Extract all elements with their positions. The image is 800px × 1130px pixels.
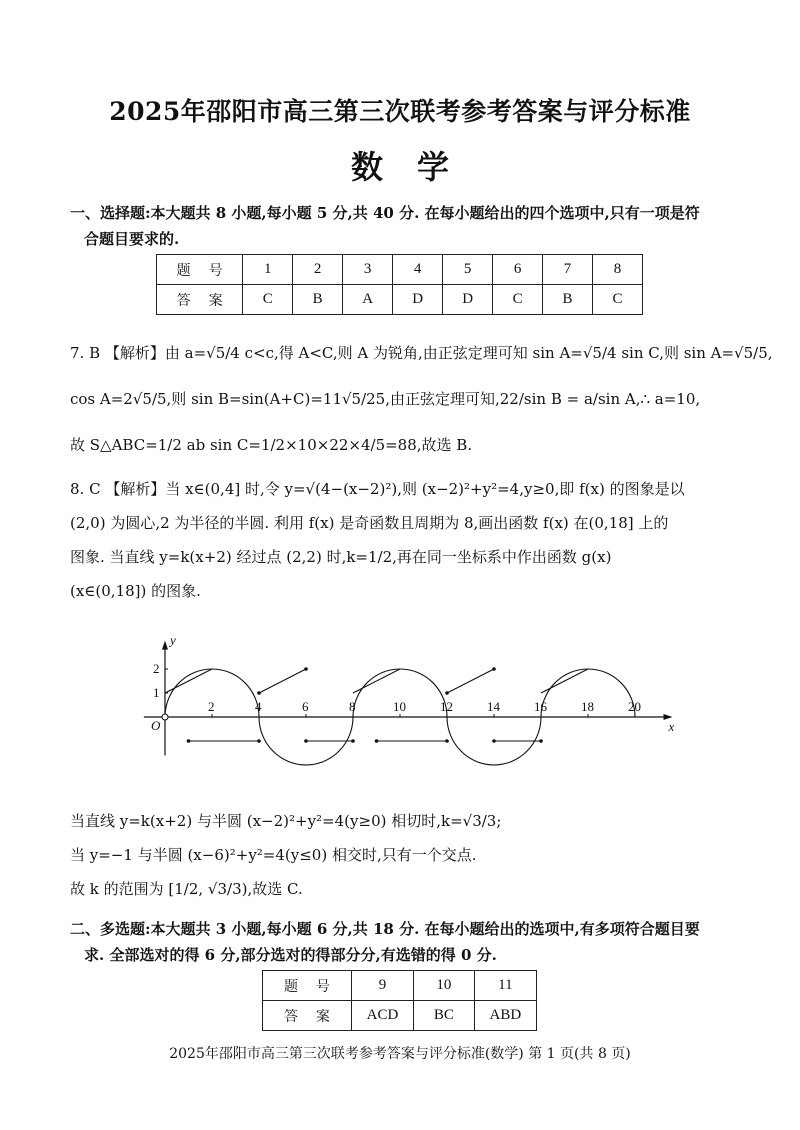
- section2-line2: 求. 全部选对的得 6 分,部分选对的得部分分,有选错的得 0 分.: [84, 946, 497, 964]
- table-cell: 9: [351, 971, 413, 1001]
- table-cell: D: [443, 285, 493, 315]
- table-cell: C: [493, 285, 543, 315]
- q8-line: 8. C 【解析】当 x∈(0,4] 时,令 y=√(4−(x−2)²),则 (x−2)²+y²=4,y≥0,即 f(x) 的图象是以: [70, 480, 685, 498]
- section1-line1: 一、选择题:本大题共 8 小题,每小题 5 分,共 40 分. 在每小题给出的四个选项中,只有一项是符: [70, 204, 700, 222]
- x-tick-label: 12: [440, 699, 453, 714]
- q8-line: 图象. 当直线 y=k(x+2) 经过点 (2,2) 时,k=1/2,再在同一坐标系中作出函数 g(x): [70, 548, 612, 566]
- table-cell: C: [243, 285, 293, 315]
- q8-conclusion: [70, 804, 730, 906]
- x-tick-label: 8: [349, 699, 356, 714]
- table-cell: 10: [414, 971, 475, 1001]
- y-axis-label: y: [170, 632, 176, 648]
- q7-solution: [70, 330, 773, 468]
- table-cell: BC: [414, 1001, 475, 1031]
- g-level-segment-endpoint: [304, 739, 308, 743]
- table-cell: ACD: [351, 1001, 413, 1031]
- table-header-answer: 答案: [263, 1001, 352, 1031]
- x-tick-label: 6: [302, 699, 309, 714]
- subject-title: 数学: [350, 148, 483, 186]
- x-tick-label: 2: [208, 699, 215, 714]
- g-rising-segment-endpoint: [257, 691, 261, 695]
- table-cell: ABD: [474, 1001, 536, 1031]
- table-row-numbers: [263, 971, 537, 1001]
- table-row-answers: [157, 285, 643, 315]
- table-cell: A: [343, 285, 393, 315]
- g-level-segment-endpoint: [445, 739, 449, 743]
- y-tick-label: 1: [153, 685, 160, 700]
- table-row-numbers: [157, 255, 643, 285]
- g-rising-segment-endpoint: [492, 667, 496, 671]
- y-tick-label: 2: [153, 661, 160, 676]
- table-cell: D: [393, 285, 443, 315]
- origin-label: O: [151, 718, 161, 733]
- choice-answer-table: [156, 254, 643, 315]
- graph-axes: [144, 633, 675, 756]
- table-cell: 8: [592, 255, 642, 285]
- g-level-segment-endpoint: [375, 739, 379, 743]
- table-cell: 1: [243, 255, 293, 285]
- x-axis-label: x: [668, 719, 675, 734]
- table-cell: 7: [543, 255, 593, 285]
- table-cell: 5: [443, 255, 493, 285]
- q8-solution: [70, 472, 730, 608]
- table-cell: 6: [493, 255, 543, 285]
- x-tick-label: 14: [487, 699, 500, 714]
- g-rising-segment: [259, 669, 306, 693]
- function-graph: [120, 612, 680, 802]
- x-tick-label: 20: [628, 699, 641, 714]
- g-level-segment-endpoint: [492, 739, 496, 743]
- page-title: 2025年邵阳市高三第三次联考参考答案与评分标准: [109, 97, 691, 126]
- table-header-number: 题号: [263, 971, 352, 1001]
- section2-heading: [70, 916, 730, 968]
- origin-open-point: [162, 714, 168, 720]
- g-rising-segment-endpoint: [445, 691, 449, 695]
- section2-line1: 二、多选题:本大题共 3 小题,每小题 6 分,共 18 分. 在每小题给出的选项中,有多项符合题目要: [70, 920, 700, 938]
- q7-line: cos A=2√5/5,则 sin B=sin(A+C)=11√5/25,由正弦定理可知,22/sin B = a/sin A,∴ a=10,: [70, 390, 701, 408]
- g-level-segment-endpoint: [257, 739, 261, 743]
- y-axis-arrow: [162, 641, 168, 650]
- x-tick-label: 16: [534, 699, 547, 714]
- q8-line: (x∈(0,18]) 的图象.: [70, 582, 201, 600]
- section1-line2: 合题目要求的.: [84, 230, 180, 248]
- page-footer: 2025年邵阳市高三第三次联考参考答案与评分标准(数学) 第 1 页(共 8 页): [169, 1046, 631, 1062]
- q7-line: 7. B 【解析】由 a=√5/4 c<c,得 A<C,则 A 为锐角,由正弦定理可知 sin A=√5/4 sin C,则 sin A=√5/5,: [70, 344, 773, 362]
- q8-after-line: 当 y=−1 与半圆 (x−6)²+y²=4(y≤0) 相交时,只有一个交点.: [70, 846, 477, 864]
- table-row-answers: [263, 1001, 537, 1031]
- g-rising-segment-endpoint: [304, 667, 308, 671]
- line-k-segment: [541, 669, 588, 693]
- x-tick-label: 4: [255, 699, 262, 714]
- q8-line: (2,0) 为圆心,2 为半径的半圆. 利用 f(x) 是奇函数且周期为 8,画出函数 f(x) 在(0,18] 上的: [70, 514, 669, 532]
- table-cell: B: [293, 285, 343, 315]
- table-cell: 4: [393, 255, 443, 285]
- q8-after-line: 当直线 y=k(x+2) 与半圆 (x−2)²+y²=4(y≥0) 相切时,k=√3/3;: [70, 812, 502, 830]
- table-cell: 2: [293, 255, 343, 285]
- table-header-number: 题号: [157, 255, 243, 285]
- graph-curves: [162, 667, 635, 765]
- q7-line: 故 S△ABC=1/2 ab sin C=1/2×10×22×4/5=88,故选 B.: [70, 436, 473, 454]
- table-cell: C: [592, 285, 642, 315]
- x-tick-label: 18: [581, 699, 594, 714]
- table-cell: 11: [474, 971, 536, 1001]
- g-level-segment-endpoint: [351, 739, 355, 743]
- multi-answer-table: [262, 970, 537, 1031]
- table-cell: 3: [343, 255, 393, 285]
- section1-heading: [70, 200, 730, 252]
- g-level-segment-endpoint: [539, 739, 543, 743]
- g-level-segment-endpoint: [187, 739, 191, 743]
- table-cell: B: [543, 285, 593, 315]
- table-header-answer: 答案: [157, 285, 243, 315]
- line-k-segment: [165, 669, 212, 693]
- g-rising-segment: [447, 669, 494, 693]
- q8-after-line: 故 k 的范围为 [1/2, √3/3),故选 C.: [70, 880, 303, 898]
- x-tick-label: 10: [393, 699, 406, 714]
- line-k-segment: [353, 669, 400, 693]
